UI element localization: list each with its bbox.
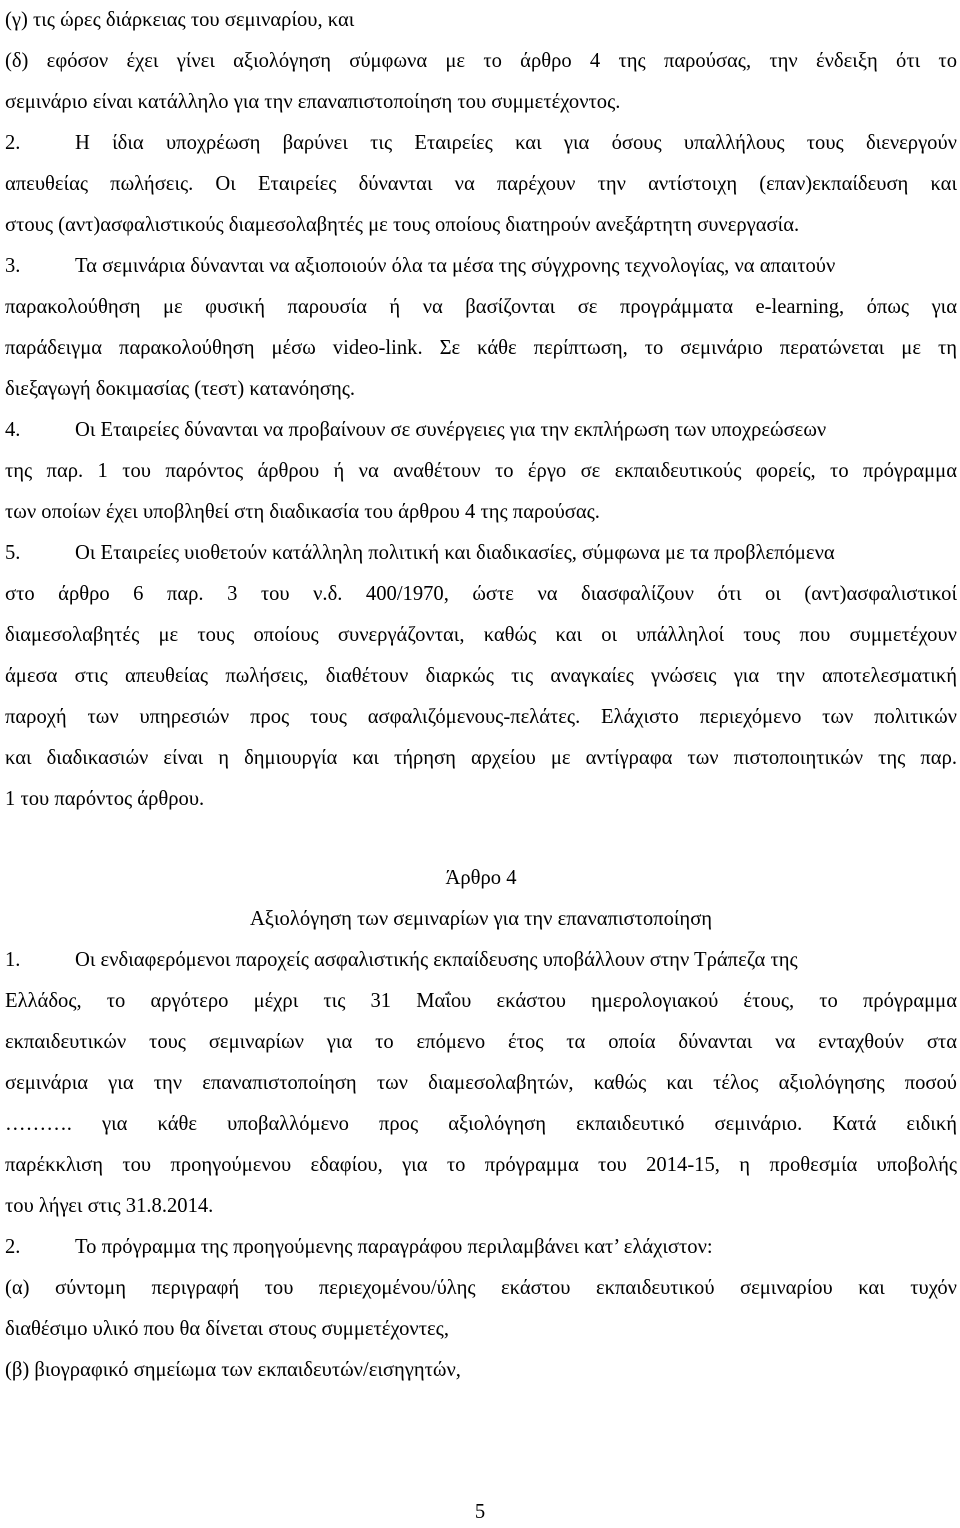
paragraph-number: 1. [5, 949, 21, 971]
paragraph-text: Το πρόγραμμα της προηγούμενης παραγράφου περιλαμβάνει κατ’ ελάχιστον: [75, 1236, 713, 1258]
article-title: Άρθρο 4 [445, 867, 517, 889]
paragraph-text: Η ίδια υποχρέωση βαρύνει τις Εταιρείες και για όσους υπαλλήλους τους διενεργούν [75, 132, 957, 154]
article-paragraph-1-line-7: του λήγει στις 31.8.2014. [5, 1195, 214, 1217]
paragraph-5-line-3: διαμεσολαβητές με τους οποίους συνεργάζονται, καθώς και οι υπάλληλοί τους που συμμετέχουν [5, 624, 957, 646]
paragraph-3-line-3: παράδειγμα παρακολούθηση μέσω video-link. Σε κάθε περίπτωση, το σεμινάριο περατώνεται με τη [5, 337, 957, 359]
article-paragraph-1-line-4: σεμινάρια για την επαναπιστοποίηση των διαμεσολαβητών, καθώς και τέλος αξιολόγησης ποσού [5, 1072, 957, 1094]
document-page [5, 0, 957, 1391]
paragraph-number: 4. [5, 419, 21, 441]
paragraph-5-line-6: και διαδικασιών είναι η δημιουργία και τήρηση αρχείου με αντίγραφα των πιστοποιητικών της παρ. [5, 747, 957, 769]
article-paragraph-1-line-6: παρέκκλιση του προηγούμενου εδαφίου, για το πρόγραμμα του 2014-15, η προθεσμία υποβολής [5, 1154, 957, 1176]
list-item-delta: (δ) εφόσον έχει γίνει αξιολόγηση σύμφωνα με το άρθρο 4 της παρούσας, την ένδειξη ότι το [5, 50, 957, 72]
article-paragraph-2-line-1 [5, 1227, 957, 1268]
list-item-beta: (β) βιογραφικό σημείωμα των εκπαιδευτών/εισηγητών, [5, 1359, 461, 1381]
paragraph-number: 2. [5, 1236, 21, 1258]
paragraph-text: Οι ενδιαφερόμενοι παροχείς ασφαλιστικής εκπαίδευσης υποβάλλουν στην Τράπεζα της [75, 949, 798, 971]
article-paragraph-1-line-5: ………. για κάθε υποβαλλόμενο προς αξιολόγηση εκπαιδευτικό σεμινάριο. Κατά ειδική [5, 1113, 957, 1135]
paragraph-number: 5. [5, 542, 21, 564]
paragraph-3-line-4: διεξαγωγή δοκιμασίας (τεστ) κατανόησης. [5, 378, 356, 400]
page-number: 5 [474, 1501, 486, 1523]
list-item-alpha-cont: διαθέσιμο υλικό που θα δίνεται στους συμμετέχοντες, [5, 1318, 449, 1340]
list-item-alpha: (α) σύντομη περιγραφή του περιεχομένου/ύλης εκάστου εκπαιδευτικού σεμιναρίου και τυχόν [5, 1277, 957, 1299]
paragraph-text: Τα σεμινάρια δύνανται να αξιοποιούν όλα τα μέσα της σύγχρονης τεχνολογίας, να απαιτούν [75, 255, 836, 277]
paragraph-text: Οι Εταιρείες δύνανται να προβαίνουν σε συνέργειες για την εκπλήρωση των υποχρεώσεων [75, 419, 827, 441]
article-subtitle: Αξιολόγηση των σεμιναρίων για την επαναπιστοποίηση [249, 908, 713, 930]
section-spacer [5, 820, 957, 858]
paragraph-4-line-3: των οποίων έχει υποβληθεί στη διαδικασία του άρθρου 4 της παρούσας. [5, 501, 600, 523]
paragraph-2-line-3: στους (αντ)ασφαλιστικούς διαμεσολαβητές με τους οποίους διατηρούν ανεξάρτητη συνεργασία. [5, 214, 800, 236]
paragraph-5-line-5: παροχή των υπηρεσιών προς τους ασφαλιζόμενους-πελάτες. Ελάχιστο περιεχόμενο των πολιτικών [5, 706, 957, 728]
article-paragraph-1-line-2: Ελλάδος, το αργότερο μέχρι τις 31 Μαΐου εκάστου ημερολογιακού έτους, το πρόγραμμα [5, 990, 957, 1012]
paragraph-number: 2. [5, 132, 21, 154]
paragraph-5-line-4: άμεσα στις απευθείας πωλήσεις, διαθέτουν διαρκώς τις αναγκαίες γνώσεις για την αποτελεσματική [5, 665, 957, 687]
paragraph-3-line-2: παρακολούθηση με φυσική παρουσία ή να βασίζονται σε προγράμματα e-learning, όπως για [5, 296, 957, 318]
article-paragraph-1-line-3: εκπαιδευτικών τους σεμιναρίων για το επόμενο έτος τα οποία δύνανται να ενταχθούν στα [5, 1031, 957, 1053]
paragraph-2-line-2: απευθείας πωλήσεις. Οι Εταιρείες δύνανται να παρέχουν την αντίστοιχη (επαν)εκπαίδευση και [5, 173, 957, 195]
article-paragraph-1-line-1 [5, 940, 957, 981]
paragraph-text: Οι Εταιρείες υιοθετούν κατάλληλη πολιτική και διαδικασίες, σύμφωνα με τα προβλεπόμενα [75, 542, 835, 564]
paragraph-2-line-1 [5, 123, 957, 164]
paragraph-3-line-1 [5, 246, 957, 287]
paragraph-4-line-2: της παρ. 1 του παρόντος άρθρου ή να αναθέτουν το έργο σε εκπαιδευτικούς φορείς, το πρόγραμμα [5, 460, 957, 482]
list-item-gamma: (γ) τις ώρες διάρκειας του σεμιναρίου, και [5, 9, 355, 31]
list-item-delta-cont: σεμινάριο είναι κατάλληλο για την επαναπιστοποίηση του συμμετέχοντος. [5, 91, 621, 113]
paragraph-number: 3. [5, 255, 21, 277]
paragraph-5-line-7: 1 του παρόντος άρθρου. [5, 788, 205, 810]
paragraph-5-line-1 [5, 533, 957, 574]
paragraph-4-line-1 [5, 410, 957, 451]
paragraph-5-line-2: στο άρθρο 6 παρ. 3 του ν.δ. 400/1970, ώστε να διασφαλίζουν ότι οι (αντ)ασφαλιστικοί [5, 583, 957, 605]
